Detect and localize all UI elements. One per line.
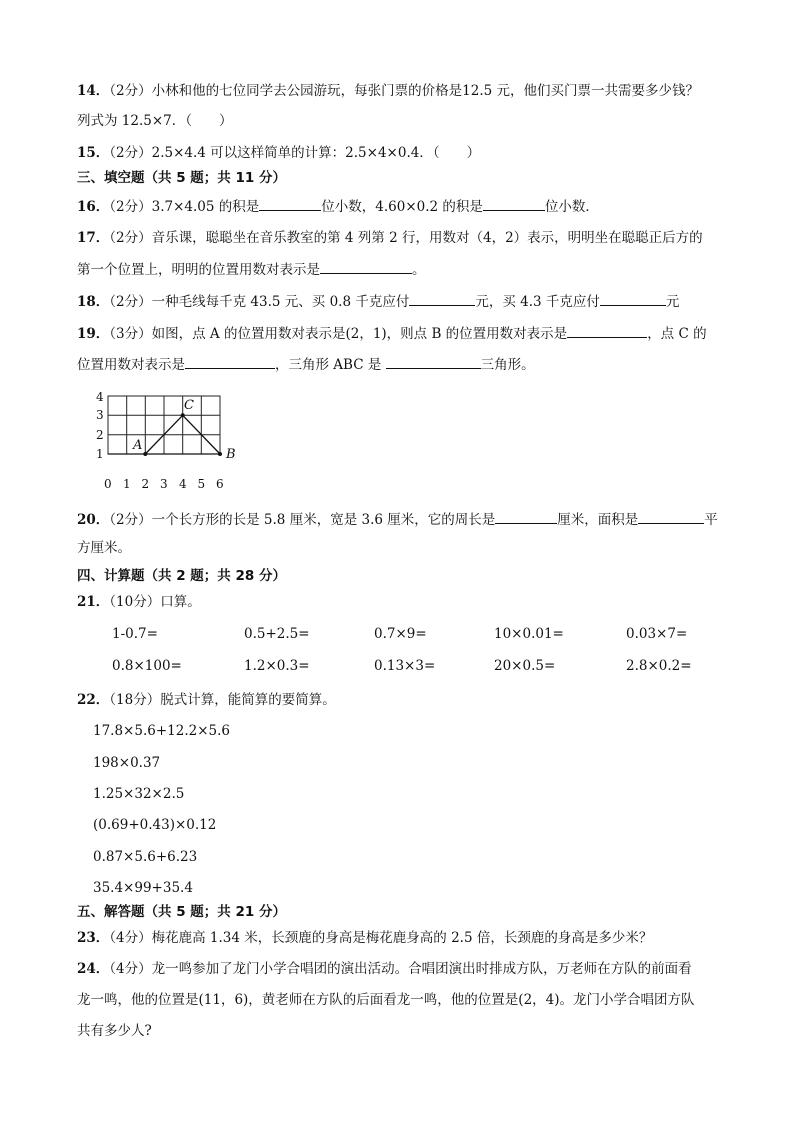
q24-line3: 共有多少人?	[77, 1023, 152, 1039]
question-16	[77, 196, 744, 216]
q14-score: （2分）	[109, 83, 152, 99]
q18-number: 18．	[77, 294, 110, 310]
calc-item: 1.25×32×2.5	[93, 786, 185, 802]
q19-score: （3分）	[109, 326, 152, 342]
q19-text-c: 位置用数对表示是	[77, 357, 185, 373]
calc-item: 17.8×5.6+12.2×5.6	[93, 723, 230, 739]
q19-line2	[77, 354, 744, 374]
q17-line2	[77, 259, 744, 279]
question-20	[77, 509, 744, 529]
q19-text-e: 三角形。	[480, 357, 535, 373]
question-21	[77, 593, 744, 611]
calc-item: 35.4×99+35.4	[93, 880, 193, 896]
q17-blank[interactable]	[320, 259, 412, 274]
q20-blank-1[interactable]	[495, 509, 557, 524]
point-a	[143, 452, 147, 456]
q19-blank-1[interactable]	[567, 323, 647, 338]
q17-text-a: 音乐课，聪聪坐在音乐教室的第 4 列第 2 行，用数对（4，2）表示，明明坐在聪聪正后方的	[151, 230, 703, 246]
q24-number: 24．	[77, 961, 110, 977]
question-17	[77, 229, 744, 247]
q19-text-d: ，三角形 ABC 是	[275, 357, 382, 373]
q19-number: 19．	[77, 326, 110, 342]
question-19	[77, 323, 744, 343]
y-tick: 1	[96, 447, 104, 461]
section-3-heading: 三、填空题（共 5 题；共 11 分）	[77, 170, 286, 186]
point-c	[181, 413, 185, 417]
label-b: B	[226, 447, 236, 462]
oral-calc-item: 0.7×9=	[374, 626, 427, 642]
oral-calc-item: 0.03×7=	[626, 626, 688, 642]
x-tick: 3	[160, 477, 168, 491]
q18-text-b: 元，买 4.3 千克应付	[475, 294, 600, 310]
oral-calc-item: 2.8×0.2=	[626, 658, 692, 674]
question-22	[77, 691, 744, 709]
q18-score: （2分）	[109, 294, 152, 310]
q23-number: 23．	[77, 930, 110, 946]
oral-calc-item: 0.13×3=	[374, 658, 436, 674]
q15-text: 2.5×4.4 可以这样简单的计算：2.5×4×0.4．（ ）	[151, 145, 481, 161]
y-tick: 3	[96, 408, 104, 422]
q20-text-b: 厘米，面积是	[557, 512, 639, 528]
calc-item: 198×0.37	[93, 755, 161, 771]
q24-score: （4分）	[109, 961, 152, 977]
x-tick: 1	[123, 477, 131, 491]
oral-calc-item: 20×0.5=	[494, 658, 556, 674]
q15-score: （2分）	[109, 145, 152, 161]
q17-text-b: 第一个位置上，明明的位置用数对表示是	[77, 262, 320, 278]
oral-calc-item: 0.8×100=	[112, 658, 182, 674]
q16-number: 16．	[77, 199, 110, 215]
q18-blank-1[interactable]	[409, 291, 475, 306]
oral-calc-item: 10×0.01=	[494, 626, 564, 642]
section-4-heading: 四、计算题（共 2 题；共 28 分）	[77, 568, 286, 584]
q22-number: 22．	[77, 692, 110, 708]
question-15	[77, 144, 744, 162]
q23-score: （4分）	[109, 930, 152, 946]
q18-blank-2[interactable]	[600, 291, 666, 306]
q14-number: 14．	[77, 83, 110, 99]
q19-text-b: ，点 C 的	[647, 326, 707, 342]
q24-line2: 龙一鸣，他的位置是(11，6)，黄老师在方队的后面看龙一鸣，他的位置是(2，4)。龙门小学合唱团方队	[77, 992, 695, 1008]
q15-number: 15．	[77, 145, 110, 161]
x-tick: 5	[197, 477, 206, 491]
q23-text: 梅花鹿高 1.34 米，长颈鹿的身高是梅花鹿身高的 2.5 倍，长颈鹿的身高是多少米？	[151, 930, 653, 946]
q20-text-a: 一个长方形的长是 5.8 厘米，宽是 3.6 厘米，它的周长是	[151, 512, 496, 528]
q16-blank-1[interactable]	[259, 196, 321, 211]
q21-number: 21．	[77, 594, 110, 610]
point-b	[218, 452, 222, 456]
q14-text: 小林和他的七位同学去公园游玩，每张门票的价格是12.5 元，他们买门票一共需要多少钱？	[151, 83, 699, 99]
section-5-heading: 五、解答题（共 5 题；共 21 分）	[77, 904, 286, 920]
question-14	[77, 82, 744, 100]
q19-text-a: 如图，点 A 的位置用数对表示是(2，1)，则点 B 的位置用数对表示是	[151, 326, 568, 342]
oral-calc-item: 0.5+2.5=	[244, 626, 310, 642]
q16-score: （2分）	[109, 199, 152, 215]
calc-item: 0.87×5.6+6.23	[93, 849, 198, 865]
q20-score: （2分）	[109, 512, 152, 528]
question-23	[77, 929, 744, 947]
question-18	[77, 291, 744, 311]
x-tick: 0	[104, 477, 112, 491]
calc-item: (0.69+0.43)×0.12	[93, 817, 217, 833]
q20-number: 20．	[77, 512, 110, 528]
x-tick: 6	[216, 477, 224, 491]
y-tick: 4	[96, 392, 104, 404]
q16-blank-2[interactable]	[483, 196, 545, 211]
q22-text: 脱式计算，能简算的要简算。	[160, 692, 336, 708]
q18-text-c: 元	[665, 294, 680, 310]
q22-score: （18分）	[109, 692, 161, 708]
q20-text-c: 平	[704, 512, 718, 528]
q20-line2: 方厘米。	[77, 540, 131, 556]
oral-calc-item: 1-0.7=	[112, 626, 158, 642]
q24-text-a: 龙一鸣参加了龙门小学合唱团的演出活动。合唱团演出时排成方队，万老师在方队的前面看	[151, 961, 692, 977]
oral-calc-item: 1.2×0.3=	[244, 658, 310, 674]
q14-line2: 列式为 12.5×7．（ ）	[77, 113, 233, 129]
q19-blank-2[interactable]	[185, 354, 275, 369]
q20-blank-2[interactable]	[638, 509, 704, 524]
x-tick: 2	[141, 477, 150, 491]
label-a: A	[133, 438, 143, 453]
y-tick: 2	[96, 428, 104, 442]
q16-text-c: 位小数．	[544, 199, 599, 215]
q16-text-a: 3.7×4.05 的积是	[151, 199, 260, 215]
q17-text-c: 。	[412, 262, 426, 278]
q21-score: （10分）	[109, 594, 161, 610]
label-c: C	[184, 398, 194, 413]
q17-score: （2分）	[109, 230, 152, 246]
question-24	[77, 960, 744, 978]
q21-text: 口算。	[160, 594, 201, 610]
q19-blank-3[interactable]	[386, 354, 481, 369]
x-tick: 4	[179, 477, 187, 491]
q18-text-a: 一种毛线每千克 43.5 元、买 0.8 千克应付	[151, 294, 410, 310]
q17-number: 17．	[77, 230, 110, 246]
coordinate-grid	[96, 392, 256, 494]
q16-text-b: 位小数，4.60×0.2 的积是	[321, 199, 483, 215]
